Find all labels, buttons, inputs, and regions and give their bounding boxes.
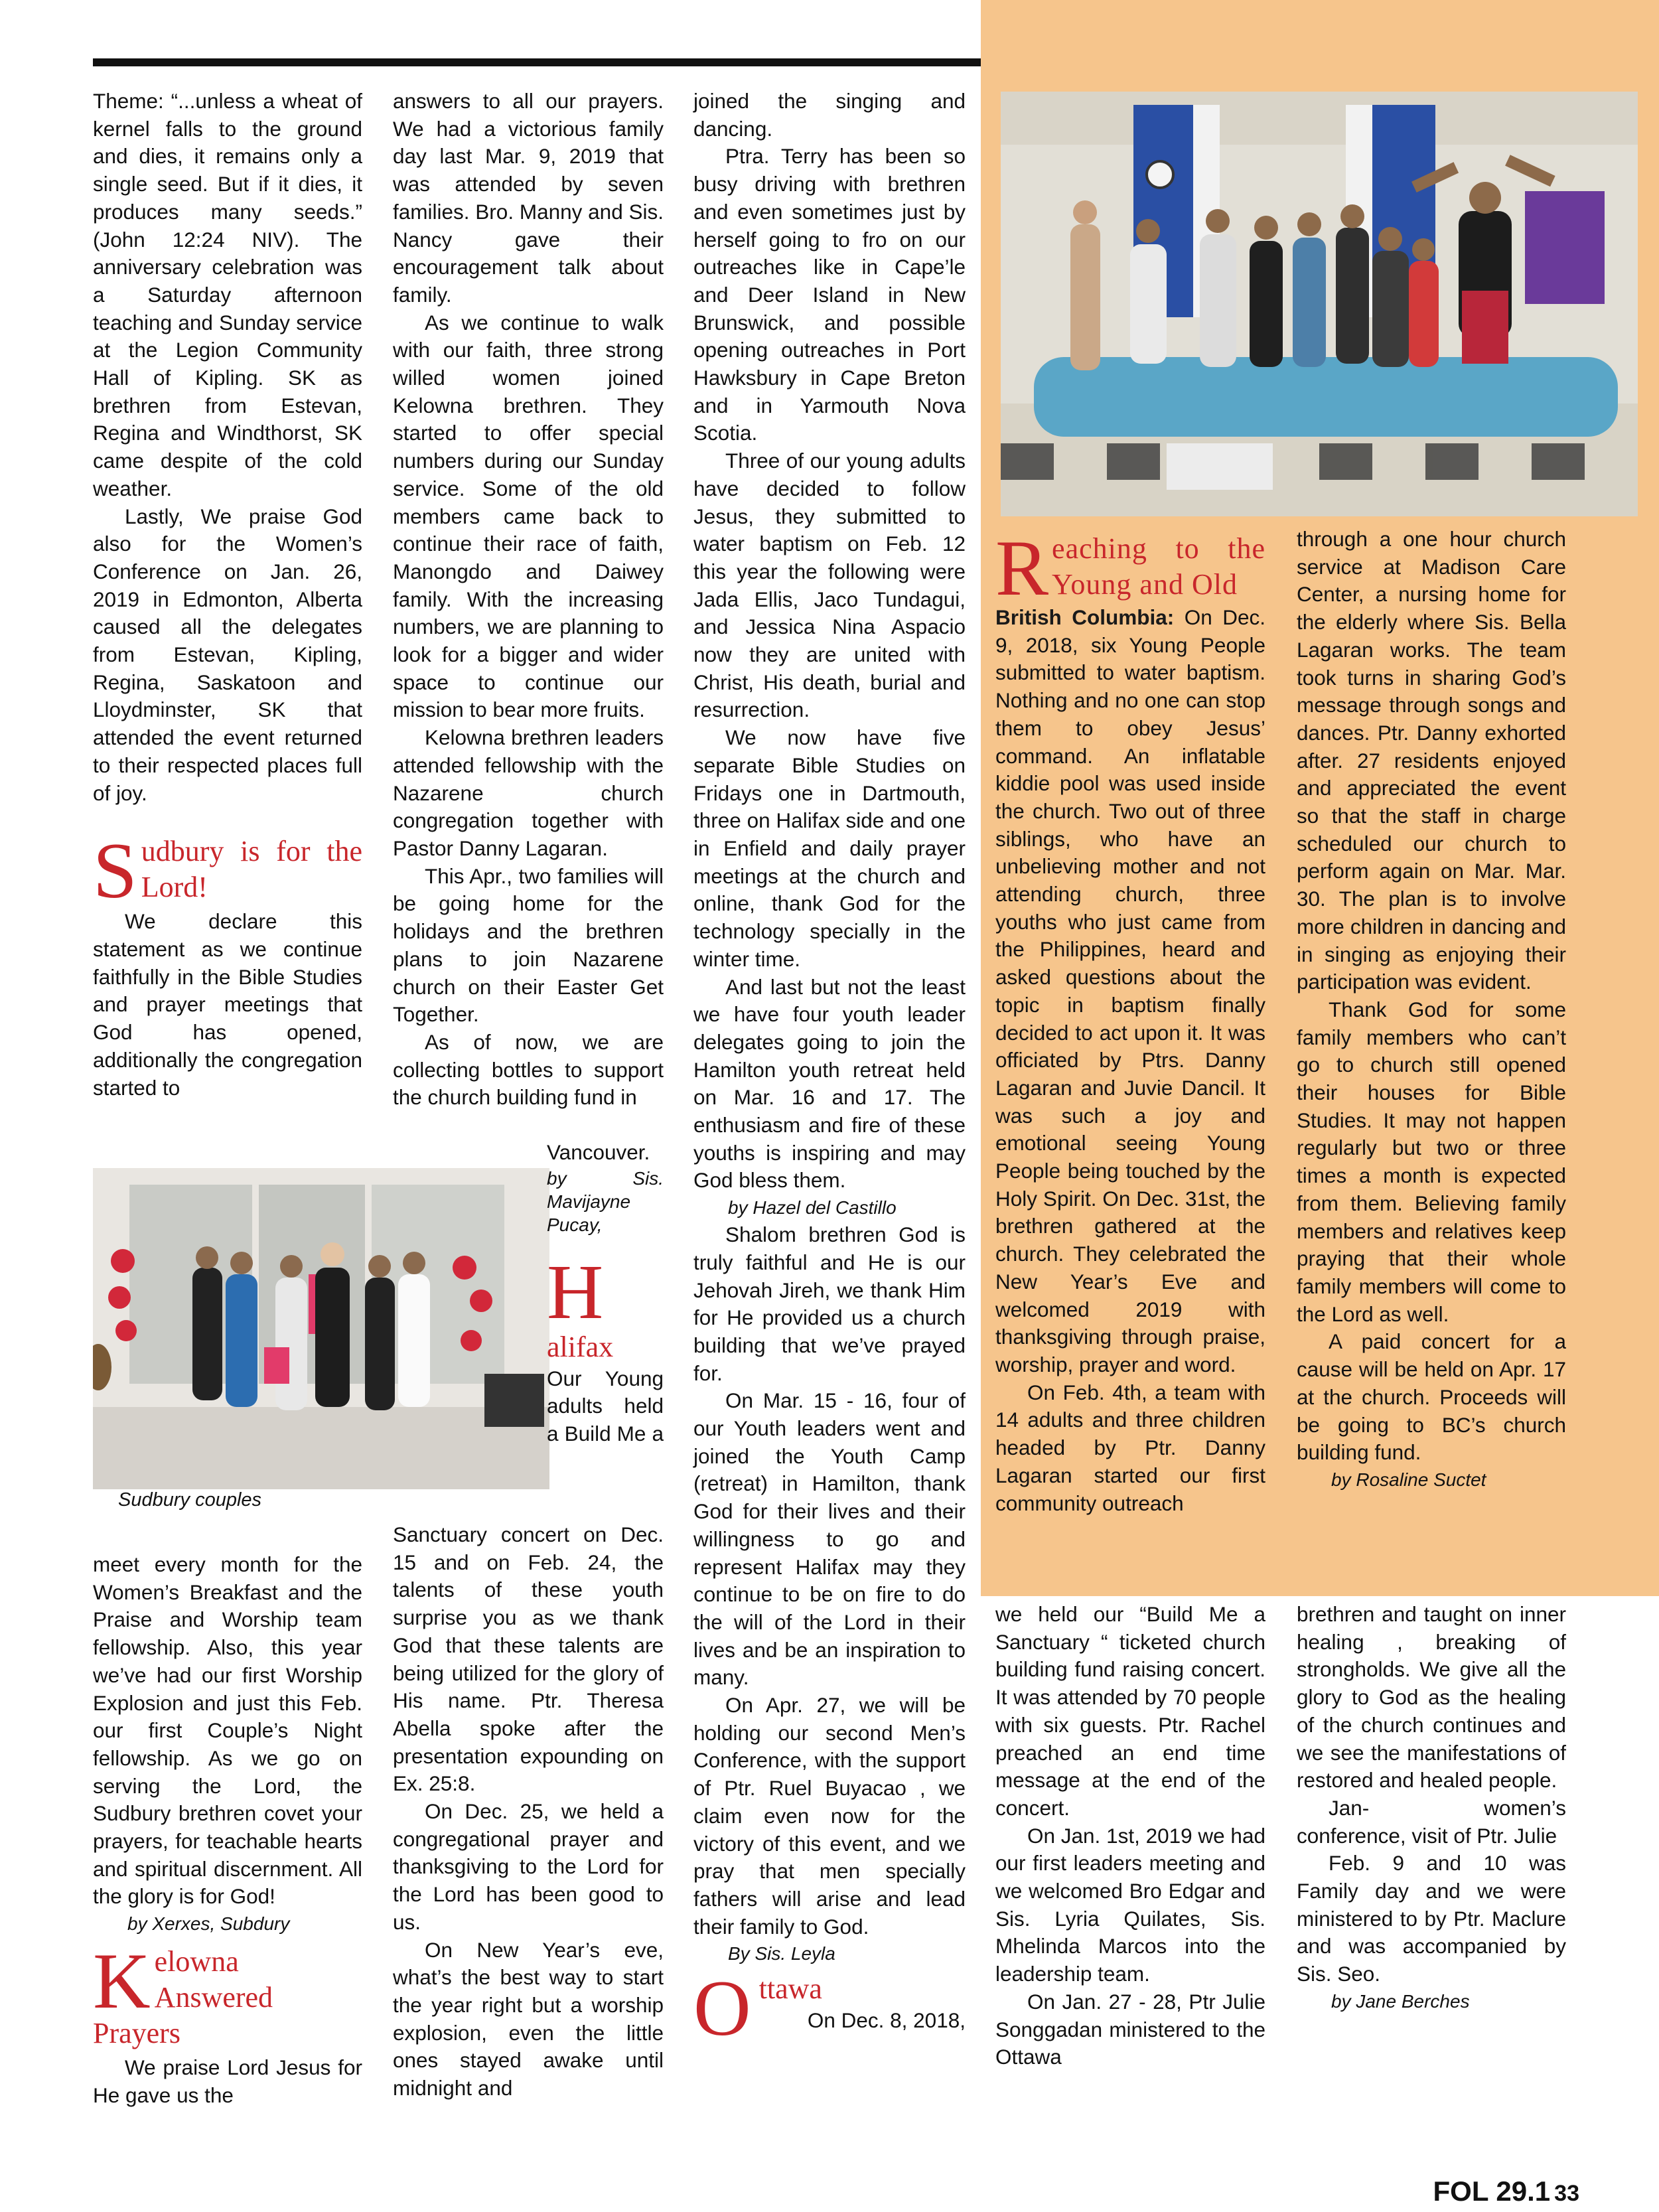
column-5	[1297, 526, 1566, 1493]
paragraph: On Dec. 25, we held a congregational prayer and thanksgiving to the Lord for the Lord has been good to us.	[393, 1799, 664, 1934]
paragraph: A paid concert for a cause will be held on Apr. 17 at the church. Proceeds will be going to BC’s church building fund.	[1297, 1329, 1566, 1465]
paragraph: Thank God for some family members who can’t go to church still opened their houses for Bible Studies. It may not happen regularly but two or three times a month is expected from them. Believing family members and relatives keep praying that their whole family members will come to the Lord as well.	[1297, 997, 1566, 1326]
baptism-photo	[1001, 92, 1638, 516]
paragraph: On Feb. 4th, a team with 14 adults and three children headed by Ptr. Danny Lagaran started our first community outreach	[995, 1380, 1265, 1515]
byline: by Xerxes, Subdury	[127, 1913, 290, 1935]
paragraph: brethren and taught on inner healing , breaking of strongholds. We give all the glory to God as the healing of the church continues and we see the manifestations of restored and healed people.	[1297, 1602, 1566, 1793]
paragraph: We praise Lord Jesus for He gave us the	[93, 2055, 362, 2107]
paragraph: As we continue to walk with our faith, three strong willed women joined Kelowna brethren. They started to offer special numbers during our Sunday service. Some of the old members came back to continue their race of faith, Manongdo and Daiwey family. With the increasing numbers, we are planning to look for a bigger and wider space to continue our mission to bear more fruits.	[393, 310, 664, 722]
paragraph: Ptra. Terry has been so busy driving with brethren and even sometimes just by herself going to fro on our outreaches like in Cape’le and Deer Island in New Brunswick, and possible opening outreaches in Port Hawksbury in Cape Breton and in Yarmouth Nova Scotia.	[693, 144, 966, 445]
paragraph: This Apr., two families will be going home for the holidays and the brethren plans to join Nazarene church on their Easter Get Together.	[393, 863, 664, 1027]
paragraph: Kelowna brethren leaders attended fellowship with the Nazarene church congregation together with Pastor Danny Lagaran.	[393, 725, 664, 860]
drop-cap: O	[693, 1964, 751, 2053]
column-3	[693, 88, 966, 2053]
sudbury-headline	[93, 834, 362, 905]
paragraph: Vancouver.	[547, 1140, 650, 1164]
headline-text: ttawa	[758, 1972, 822, 2006]
drop-cap: R	[995, 531, 1050, 603]
headline-text: udbury is for the Lord!	[141, 835, 362, 904]
photo-illustration	[93, 1168, 549, 1489]
photo-caption: Sudbury couples	[118, 1489, 262, 1511]
headline-text: elowna Answered Prayers	[93, 1945, 273, 2050]
paragraph: We declare this statement as we continue faithfully in the Bible Studies and prayer meetings that God has opened, additionally the congregation started to	[93, 909, 362, 1100]
paragraph: And last but not the least we have four youth leader delegates going to join the Hamilton youth retreat held on Mar. 16 and 17. The enthusiasm and fire of these youths is inspiring and may God bless them.	[693, 974, 966, 1193]
column-1	[93, 88, 362, 1102]
paragraph: On Dec. 9, 2018, six Young People submitted to water baptism. Nothing and no one can stop them to obey Jesus’ command. An inflatable kiddie pool was used inside the church. Two out of three siblings, who have an unbelieving mother and not attending church, three youths who just came from the Philippines, heard and asked questions about the topic in baptism finally decided to act upon it. It was officiated by Ptrs. Danny Lagaran and Juvie Dancil. It was such a joy and emotional seeing Young People being touched by the Holy Spirit. On Dec. 31st, the brethren gathered at the church. They celebrated the New Year’s Eve and welcomed 2019 with thanksgiving through praise, worship, prayer and word.	[995, 605, 1265, 1376]
halifax-headline: alifax	[547, 1330, 614, 1363]
paragraph: through a one hour church service at Madison Care Center, a nursing home for the elderly where Sis. Bella Lagaran works. The team took turns in sharing God’s message through songs and dances. Ptr. Danny exhorted after. 27 residents enjoyed and appreciated the event so that the staff in charge scheduled our church to perform again on Mar. Mar. 30. The plan is to involve more children in dancing and in singing as enjoying their participation was evident.	[1297, 527, 1566, 994]
page-number: 33	[1554, 2181, 1579, 2206]
byline: by Hazel del Castillo	[728, 1197, 897, 1218]
column-2-continued	[393, 1521, 664, 2102]
ottawa-headline	[693, 1964, 966, 2053]
photo-illustration	[1001, 92, 1638, 516]
drop-cap: S	[93, 834, 137, 906]
paragraph: On Dec. 8, 2018,	[807, 2008, 966, 2033]
paragraph: We now have five separate Bible Studies on Fridays one in Dartmouth, three on Halifax side and one in Enfield and daily prayer meetings at the church and online, thank God for the technology specially in the winter time.	[693, 725, 966, 971]
paragraph: we held our “Build Me a Sanctuary “ ticketed church building fund raising concert. It was attended by 70 people with six guests. Ptr. Rachel preached an end time message at the end of the concert.	[995, 1602, 1265, 1820]
reaching-headline	[995, 531, 1265, 603]
top-rule	[93, 58, 981, 66]
region-label: British Columbia:	[995, 605, 1175, 629]
sudbury-couples-photo	[93, 1168, 549, 1489]
drop-cap: K	[93, 1944, 151, 2026]
paragraph: As of now, we are collecting bottles to support the church building fund in	[393, 1029, 664, 1110]
paragraph: Three of our young adults have decided to follow Jesus, they submitted to water baptism on Feb. 12 this year the following were Jada Ellis, Jaco Tundagui, and Jessica Nina Aspacio now they are united with Christ, His death, burial and resurrection.	[693, 449, 966, 722]
page-footer	[1433, 2175, 1579, 2207]
byline: by Jane Berches	[1331, 1990, 1470, 2012]
paragraph: joined the singing and dancing.	[693, 89, 966, 141]
paragraph: On Mar. 15 - 16, four of our Youth leaders went and joined the Youth Camp (retreat) in Hamilton, thank God for their lives and their willingness to go and represent Halifax may they continue to be on fire to do the will of the Lord in their lives and be an inspiration to many.	[693, 1388, 966, 1690]
paragraph: Feb. 9 and 10 was Family day and we were ministered to by Ptr. Maclure and was accompanied by Sis. Seo.	[1297, 1851, 1566, 1986]
paragraph: meet every month for the Women’s Breakfast and the Praise and Worship team fellowship. Also, this year we’ve had our first Worship Explosion and just this Feb. our first Couple’s Night fellowship. As we go on serving the Lord, the Sudbury brethren covet your prayers, for teachable hearts and spiritual discernment. All the glory is for God!	[93, 1552, 362, 1909]
column-4-continued	[995, 1601, 1265, 2071]
drop-cap: H	[547, 1248, 604, 1335]
byline: By Sis. Leyla	[728, 1943, 835, 1964]
paragraph: On New Year’s eve, what’s the best way to start the year right but a worship explosion, even the little ones stayed awake until midnight and	[393, 1937, 664, 2101]
byline: by Sis. Mavijayne Pucay,	[547, 1167, 664, 1235]
byline: by Rosaline Suctet	[1331, 1469, 1486, 1490]
column-2-narrow	[547, 1139, 664, 1448]
column-2	[393, 88, 664, 1112]
magazine-issue: FOL 29.1	[1433, 2175, 1551, 2207]
paragraph: Lastly, We praise God also for the Women’s Conference on Jan. 26, 2019 in Edmonton, Alberta caused all the delegates from Estevan, Kipling, Regina, Saskatoon and Lloydminster, SK that attended the event returned to their respected places full of joy.	[93, 504, 362, 805]
paragraph: On Apr. 27, we will be holding our second Men’s Conference, with the support of Ptr. Ruel Buyacao , we claim even now for the victory of this event, and we pray that men specially fathers will arise and lead their family to God.	[693, 1693, 966, 1939]
paragraph: answers to all our prayers. We had a victorious family day last Mar. 9, 2019 that was attended by seven families. Bro. Manny and Sis. Nancy gave their encouragement talk about family.	[393, 89, 664, 307]
paragraph: On Jan. 1st, 2019 we had our first leaders meeting and we welcomed Bro Edgar and Sis. Lyria Quilates, Sis. Mhelinda Marcos into the leadership team.	[995, 1823, 1265, 1986]
paragraph: Jan- women’s conference, visit of Ptr. Julie	[1297, 1795, 1566, 1848]
paragraph: Our Young adults held a Build Me a	[547, 1366, 664, 1446]
paragraph: On Jan. 27 - 28, Ptr Julie Songgadan ministered to the Ottawa	[995, 1989, 1265, 2069]
headline-text: eaching to the Young and Old	[1052, 532, 1265, 601]
column-1-continued	[93, 1551, 362, 2110]
kelowna-headline	[93, 1944, 362, 2051]
paragraph: Sanctuary concert on Dec. 15 and on Feb. 24, the talents of these youth surprise you as we thank God that these talents are being utilized for the glory of His name. Ptr. Theresa Abella spoke after the presentation expounding on Ex. 25:8.	[393, 1522, 664, 1796]
column-5-continued	[1297, 1601, 1566, 2015]
paragraph: Theme: “...unless a wheat of kernel falls to the ground and dies, it remains only a single seed. But if it dies, it produces many seeds.” (John 12:24 NIV). The anniversary celebration was a Saturday afternoon teaching and Sunday service at the Legion Community Hall of Kipling. SK as brethren from Estevan, Regina and Windthorst, SK came despite of the cold weather.	[93, 89, 362, 500]
paragraph: Shalom brethren God is truly faithful and He is our Jehovah Jireh, we thank Him for He provided us a church building that we’ve prayed for.	[693, 1222, 966, 1385]
column-4	[995, 531, 1265, 1517]
